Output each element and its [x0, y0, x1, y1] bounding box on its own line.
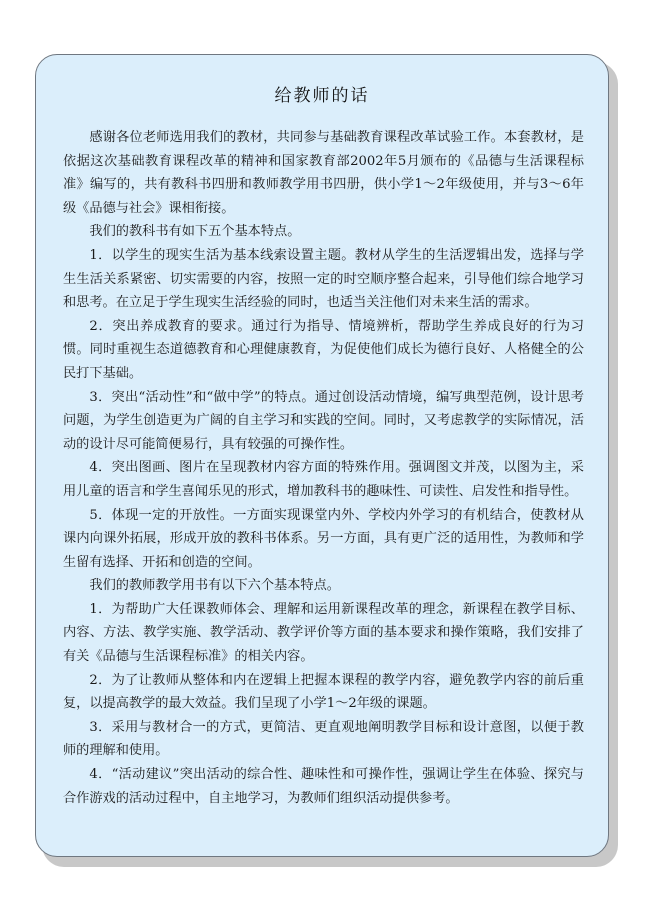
- paragraph-textbook-feature-2: 2．突出养成教育的要求。通过行为指导、情境辨析，帮助学生养成良好的行为习惯。同时重视生态道德教育和心理健康教育，为促使他们成长为德行良好、人格健全的公民打下基础。: [63, 318, 584, 381]
- paragraph-intro: 感谢各位老师选用我们的教材，共同参与基础教育课程改革试验工作。本套教材，是依据这次基础教育课程改革的精神和国家教育部2002年5月颁布的《品德与生活课程标准》编写的，共有教科书四册和教师教学用书四册，供小学1～2年级使用，并与3～6年级《品德与社会》课相衔接。: [63, 130, 584, 216]
- letter-body: [63, 126, 584, 810]
- paragraph-textbook-feature-1: 1．以学生的现实生活为基本线索设置主题。教材从学生的生活逻辑出发，选择与学生生活关系紧密、切实需要的内容，按照一定的时空顺序整合起来，引导他们综合地学习和思考。在立足于学生现实生活经验的同时，也适当关注他们对未来生活的需求。: [63, 247, 584, 311]
- paragraph-textbook-feature-5: 5．体现一定的开放性。一方面实现课堂内外、学校内外学习的有机结合，使教材从课内向课外拓展，形成开放的教科书体系。另一方面，具有更广泛的适用性，为教师和学生留有选择、开拓和创造的空间。: [63, 507, 584, 570]
- paragraph-teacher-book-heading: 我们的教师教学用书有以下六个基本特点。: [89, 578, 340, 594]
- paragraph-textbook-feature-4: 4．突出图画、图片在呈现教材内容方面的特殊作用。强调图文并茂，以图为主，采用儿童的语言和学生喜闻乐见的形式，增加教科书的趣味性、可读性、启发性和指导性。: [63, 460, 584, 499]
- page-title: 给教师的话: [274, 86, 370, 106]
- paragraph-textbook-feature-3: 3．突出“活动性”和“做中学”的特点。通过创设活动情境，编写典型范例，设计思考问题，为学生创造更为广阔的自主学习和实践的空间。同时，又考虑教学的实际情况，活动的设计尽可能简便易行，具有较强的可操作性。: [63, 389, 584, 452]
- paragraph-teacher-book-feature-1: 1．为帮助广大任课教师体会、理解和运用新课程改革的理念，新课程在教学目标、内容、方法、教学实施、教学活动、教学评价等方面的基本要求和操作策略，我们安排了有关《品德与生活课程标准》的相关内容。: [63, 601, 584, 665]
- paragraph-teacher-book-feature-3: 3．采用与教材合一的方式，更简洁、更直观地阐明教学目标和设计意图，以便于教师的理解和使用。: [63, 719, 584, 759]
- paragraph-textbook-features-heading: 我们的教科书有如下五个基本特点。: [89, 224, 301, 240]
- letter-card: [35, 54, 609, 857]
- paragraph-teacher-book-feature-4: 4．“活动建议”突出活动的综合性、趣味性和可操作性，强调让学生在体验、探究与合作游戏的活动过程中，自主地学习，为教师们组织活动提供参考。: [63, 767, 584, 806]
- paragraph-teacher-book-feature-2: 2．为了让教师从整体和内在逻辑上把握本课程的教学内容，避免教学内容的前后重复，以提高教学的最大效益。我们呈现了小学1～2年级的课题。: [63, 672, 584, 712]
